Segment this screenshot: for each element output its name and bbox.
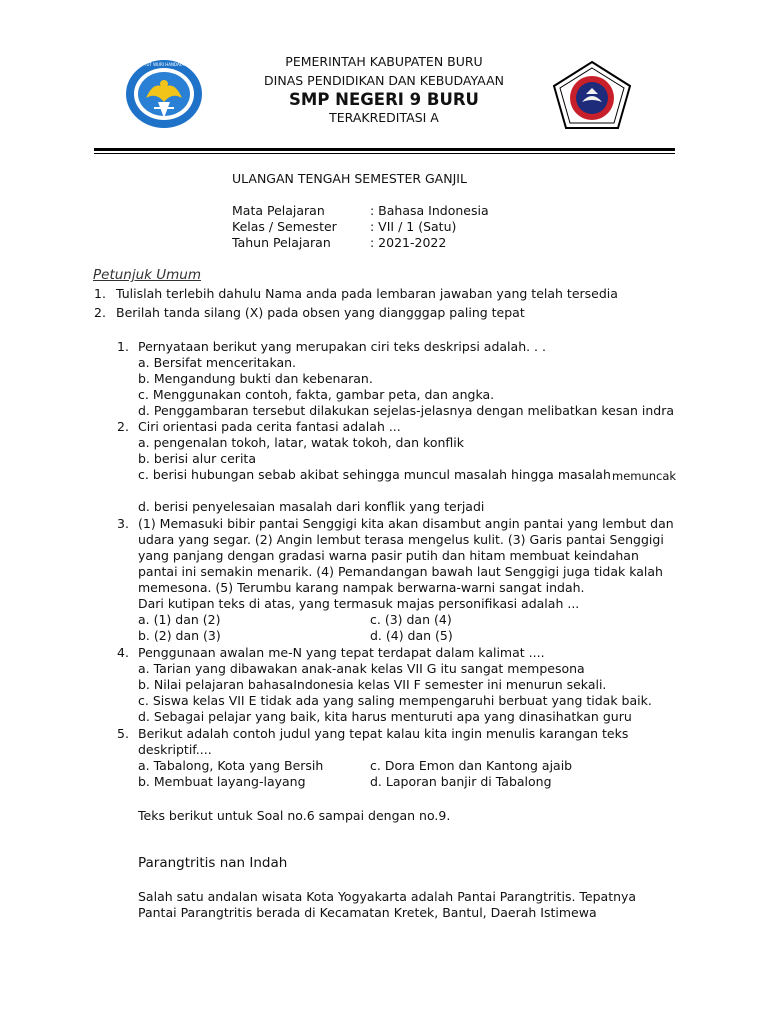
option-b: b. berisi alur cerita <box>138 451 256 466</box>
option-b: b. Membuat layang-layang <box>138 774 306 789</box>
field-label: Kelas / Semester <box>232 219 337 234</box>
option-d: d. berisi penyelesaian masalah dari konflik yang terjadi <box>138 499 485 514</box>
question-text: Penggunaan awalan me-N yang tepat terdapat dalam kalimat .... <box>138 645 545 660</box>
option-d: d. (4) dan (5) <box>370 628 453 643</box>
question-number: 5. <box>117 726 129 741</box>
header-divider-thin <box>94 153 675 154</box>
passage-line: memesona. (5) Terumbu karang nampak berwarna-warni sangat indah. <box>138 580 585 595</box>
passage-line: Pantai Parangtritis berada di Kecamatan Kretek, Bantul, Daerah Istimewa <box>138 905 597 920</box>
question-text: Berikut adalah contoh judul yang tepat kalau kita ingin menulis karangan teks <box>138 726 629 741</box>
school-name: SMP NEGERI 9 BURU <box>289 90 479 109</box>
header-divider-thick <box>94 148 675 151</box>
option-c: c. Menggunakan contoh, fakta, gambar peta, dan angka. <box>138 387 495 402</box>
instruction-number: 2. <box>94 305 106 320</box>
option-a: a. pengenalan tokoh, latar, watak tokoh, dan konflik <box>138 435 464 450</box>
option-a: a. (1) dan (2) <box>138 612 221 627</box>
instruction-text: Tulislah terlebih dahulu Nama anda pada lembaran jawaban yang telah tersedia <box>116 286 618 301</box>
field-value: : 2021-2022 <box>370 235 447 250</box>
question-text: Pernyataan berikut yang merupakan ciri teks deskripsi adalah. . . <box>138 339 546 354</box>
option-d: d. Laporan banjir di Tabalong <box>370 774 552 789</box>
option-a: a. Tabalong, Kota yang Bersih <box>138 758 324 773</box>
passage-line: pantai ini semakin menarik. (4) Pemandangan bawah laut Senggigi juga tidak kalah <box>138 564 663 579</box>
accreditation-line: TERAKREDITASI A <box>329 110 439 125</box>
option-d: d. Penggambaran tersebut dilakukan sejelas-jelasnya dengan melibatkan kesan indra <box>138 403 675 418</box>
option-a: a. Tarian yang dibawakan anak-anak kelas VII G itu sangat mempesona <box>138 661 585 676</box>
question-text: Ciri orientasi pada cerita fantasi adalah ... <box>138 419 401 434</box>
passage-line: yang panjang dengan gradasi warna pasir putih dan hitam membuat keindahan <box>138 548 639 563</box>
field-label: Mata Pelajaran <box>232 203 325 218</box>
question-text-cont: deskriptif.... <box>138 742 212 757</box>
option-c: c. Dora Emon dan Kantong ajaib <box>370 758 573 773</box>
passage-line: (1) Memasuki bibir pantai Senggigi kita akan disambut angin pantai yang lembut dan <box>138 516 674 531</box>
instructions-heading: Petunjuk Umum <box>93 267 202 283</box>
option-b: b. Mengandung bukti dan kebenaran. <box>138 371 373 386</box>
passage-line: udara yang segar. (2) Angin lembut terasa mengelus kulit. (3) Garis pantai Senggigi <box>138 532 664 547</box>
field-label: Tahun Pelajaran <box>232 235 331 250</box>
passage-intro: Teks berikut untuk Soal no.6 sampai dengan no.9. <box>138 808 451 823</box>
option-c: c. berisi hubungan sebab akibat sehingga muncul masalah hingga masalah <box>138 467 611 482</box>
question-number: 2. <box>117 419 129 434</box>
option-c: c. (3) dan (4) <box>370 612 452 627</box>
field-value: : Bahasa Indonesia <box>370 203 489 218</box>
instruction-text: Berilah tanda silang (X) pada obsen yang diangggap paling tepat <box>116 305 525 320</box>
instruction-number: 1. <box>94 286 106 301</box>
option-b: b. (2) dan (3) <box>138 628 221 643</box>
question-number: 1. <box>117 339 129 354</box>
passage-line: Salah satu andalan wisata Kota Yogyakarta adalah Pantai Parangtritis. Tepatnya <box>138 889 637 904</box>
question-prompt: Dari kutipan teks di atas, yang termasuk majas personifikasi adalah ... <box>138 596 580 611</box>
field-value: : VII / 1 (Satu) <box>370 219 457 234</box>
option-c-tail: memuncak <box>612 469 677 483</box>
option-a: a. Bersifat menceritakan. <box>138 355 297 370</box>
question-number: 4. <box>117 645 129 660</box>
left-logo-text: TUT WURI HANDAYANI <box>144 62 189 67</box>
department-line: DINAS PENDIDIKAN DAN KEBUDAYAAN <box>264 73 504 88</box>
exam-title: ULANGAN TENGAH SEMESTER GANJIL <box>232 171 467 186</box>
option-d: d. Sebagai pelajar yang baik, kita harus menturuti apa yang dinasihatkan guru <box>138 709 632 724</box>
government-line: PEMERINTAH KABUPATEN BURU <box>285 54 483 69</box>
question-number: 3. <box>117 516 129 531</box>
option-c: c. Siswa kelas VII E tidak ada yang saling mempengaruhi berbuat yang tidak baik. <box>138 693 652 708</box>
passage-title: Parangtritis nan Indah <box>138 855 288 871</box>
option-b: b. Nilai pelajaran bahasaIndonesia kelas VII F semester ini menurun sekali. <box>138 677 607 692</box>
